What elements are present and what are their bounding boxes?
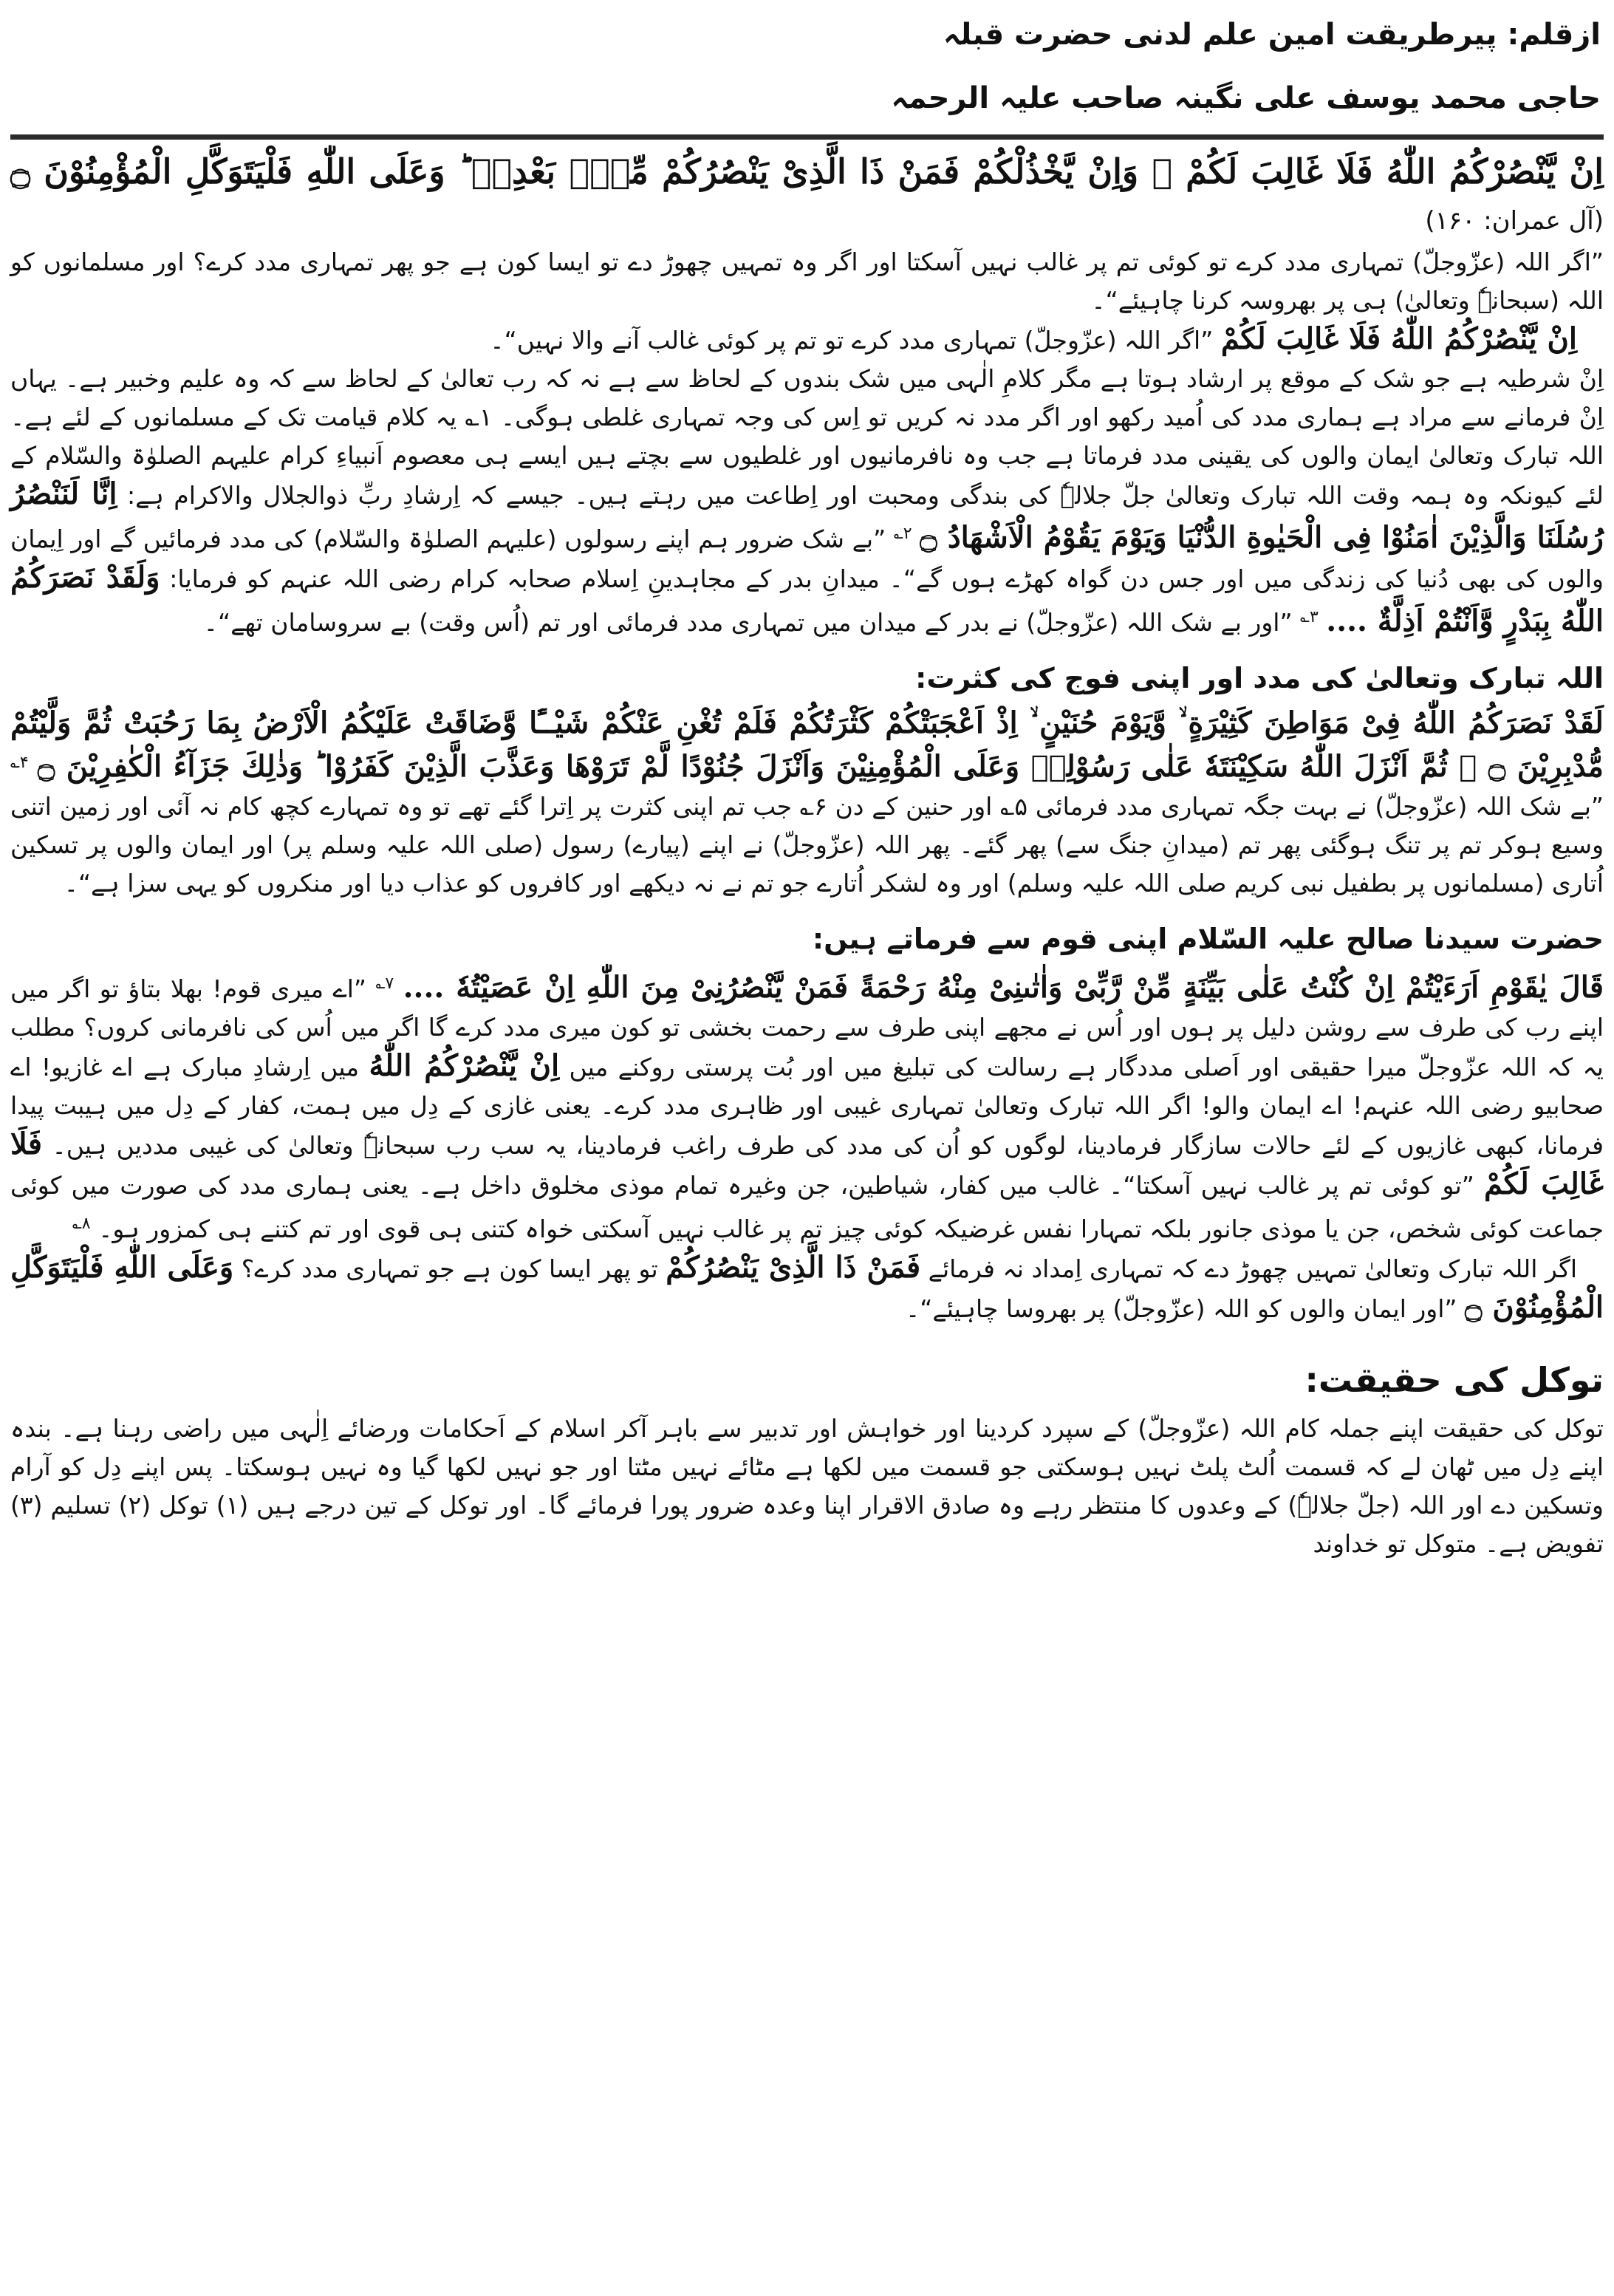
author-byline-line1: ازقلم: پیرطریقت امین علم لدنی حضرت قبلہ <box>943 18 1601 52</box>
section-heading-tawakkul: توکل کی حقیقت: <box>1304 1360 1604 1400</box>
footnote-marker-3: ۳؎ <box>1300 608 1319 626</box>
opening-ayah: اِنْ يَّنْصُرْكُمُ اللّٰهُ فَلَا غَالِبَ لَكُمْ ۚ وَاِنْ يَّخْذُلْكُمْ فَمَنْ ذَا الَّذِىْ يَنْصُرُكُمْ مِّنْۢ بَعْدِهٖ ؕ وَعَلَى اللّٰهِ فَلْيَتَوَكَّلِ الْمُؤْمِنُوْنَ ۝ <box>10 151 1604 191</box>
section-heading-army: اللہ تبارک وتعالیٰ کی مدد اور اپنی فوج کی کثرت: <box>915 662 1604 694</box>
commentary-ghalib: ”تو کوئی تم پر غالب نہیں آسکتا“۔ غالب میں کفار، شیاطین، جن وغیرہ تمام موذی مخلوق داخل ہے۔ یعنی ہماری مدد کی صورت میں کوئی جماعت کوئی شخص، جن یا موذی جانور بلکہ تمہارا نفس غرضیکہ کوئی چیز تم پر غالب نہیں آسکتی خواہ کتنی ہی قوی اور تم کتنے ہی کمزور ہو۔ <box>10 1171 1604 1243</box>
footnote-marker-7: ۷؎ <box>375 974 394 993</box>
ayah-inline-ghalib: فَلَا غَالِبَ لَكُمْ <box>10 1127 1604 1201</box>
quoted-translation: ”اگر اللہ (عزّوجلّ) تمہاری مدد کرے تو تم پر کوئی غالب آنے والا نہیں“۔ <box>490 326 1214 355</box>
abandonment-text: اگر اللہ تبارک وتعالیٰ تمہیں چھوڑ دے کہ تمہاری اِمداد نہ فرمائے <box>928 1254 1577 1283</box>
commentary-text: اِنْ شرطیہ ہے جو شک کے موقع پر ارشاد ہوتا ہے مگر کلامِ الٰہی میں شک بندوں کے لحاظ سے ہے نہ کہ رب تعالیٰ کے لحاظ سے کہ وہ علیم وخبیر ہے۔ یہاں اِنْ فرمانے سے مراد ہے ہماری مدد کی اُمید رکھو اور اگر مدد نہ کریں تو اِس کی وجہ تمہاری غلطی ہوگی۔ ۱؎ یہ کلام قیامت تک کے مسلمانوں کے لئے ہے۔ اللہ تبارک وتعالیٰ ایمان والوں کی یقینی مدد فرماتا ہے جب وہ نافرمانیوں اور غلطیوں سے بچتے ہیں ایسے ہی معصوم اَنبیاءِ کرام علیہم الصلوٰۃ والسّلام کے لئے کیونکہ وہ ہمہ وقت اللہ تبارک وتعالیٰ جلّ جلالہٗ کی بندگی ومحبت اور اِطاعت میں رہتے ہیں۔ جیسے کہ اِرشادِ ربِّ ذوالجلال والاکرام ہے: <box>10 364 1604 510</box>
ayah-reference: (آل عمران: ۱۶۰) <box>1425 206 1604 236</box>
abandonment-paragraph <box>10 1248 1604 1328</box>
section-heading-saleh: حضرت سیدنا صالح علیہ السّلام اپنی قوم سے فرماتے ہیں: <box>812 923 1604 955</box>
ayah-saleh: قَالَ يٰقَوْمِ اَرَءَيْتُمْ اِنْ كُنْتُ عَلٰى بَيِّنَةٍ مِّنْ رَّبِّىْ وَاٰتٰىنِىْ مِنْهُ رَحْمَةً فَمَنْ يَّنْصُرُنِىْ مِنَ اللّٰهِ اِنْ عَصَيْتُهٗ .... <box>403 970 1604 1005</box>
footnote-marker-4: ۴؎ <box>10 754 29 772</box>
ayah-ghafir: اِنَّا لَنَنْصُرُ رُسُلَنَا وَالَّذِيْنَ اٰمَنُوْا فِى الْحَيٰوةِ الدُّنْيَا وَيَوْمَ يَقُوْمُ الْاَشْهَادُ ۝ <box>10 476 1604 555</box>
ayah-inline-faman: فَمَنْ ذَا الَّذِىْ يَنْصُرُكُمْ <box>666 1250 921 1285</box>
ayah-inline-tawakkul: وَعَلَى اللّٰهِ فَلْيَتَوَكَّلِ الْمُؤْمِنُوْنَ ۝ <box>10 1250 1604 1325</box>
footnote-marker-2: ۲؎ <box>893 525 912 543</box>
ayah-badr: وَلَقَدْ نَصَرَكُمُ اللّٰهُ بِبَدْرٍ وَّاَنْتُمْ اَذِلَّةٌ .... <box>10 560 1604 638</box>
translation-saleh: ”اے میری قوم! بھلا بتاؤ تو اگر میں اپنے رب کی طرف سے روشن دلیل پر ہوں اور اُس نے مجھے اپنی طرف سے رحمت بخشی تو کون میری مدد کرے گا اگر میں اُس کی نافرمانی کروں؟ مطلب یہ کہ اللہ عزّوجلّ میرا حقیقی اور اَصلی مددگار ہے رسالت کی تبلیغ میں اور بُت پرستی روکنے میں <box>10 974 1604 1082</box>
tawakkul-paragraph: توکل کی حقیقت اپنے جملہ کام اللہ (عزّوجلّ) کے سپرد کردینا اور خواہش اور تدبیر سے باہر آکر اسلام کے اَحکامات ورضائے اِلٰہی میں راضی رہنا ہے۔ بندہ اپنے دِل میں ٹھان لے کہ قسمت اُلٹ پلٹ نہیں ہوسکتی جو قسمت میں لکھا ہے مٹائے نہیں مٹتا اور جو نہیں لکھا گیا وہ نہیں ہوسکتا۔ پس اپنے دِل کو آرام وتسکین دے اور اللہ (جلّ جلالہٗ) کے وعدوں کا منتظر رہے وہ صادق الاقرار اپنا وعدہ ضرور پورا فرمائے گا۔ اور توکل کے تین درجے ہیں (۱) توکل (۲) تسلیم (۳) تفویض ہے۔ متوکل تو خداوند <box>10 1414 1604 1558</box>
quote-paragraph <box>10 320 1604 360</box>
saleh-paragraph <box>10 965 1604 1248</box>
commentary-paragraph <box>10 360 1604 642</box>
ayah-inline-nasr: اِنْ يَّنْصُرْكُمُ اللّٰهُ <box>369 1048 560 1083</box>
ayah-hunain: لَقَدْ نَصَرَكُمُ اللّٰهُ فِىْ مَوَاطِنَ كَثِيْرَةٍ ۙ وَّيَوْمَ حُنَيْنٍ ۙ اِذْ اَعْجَبَتْكُمْ كَثْرَتُكُمْ فَلَمْ تُغْنِ عَنْكُمْ شَيْــًٔا وَّضَاقَتْ عَلَيْكُمُ الْاَرْضُ بِمَا رَحُبَتْ ثُمَّ وَلَّيْتُمْ مُّدْبِرِيْنَ ۝ ۚ ثُمَّ اَنْزَلَ اللّٰهُ سَكِيْنَتَهٗ عَلٰى رَسُوْلِهٖ وَعَلَى الْمُؤْمِنِيْنَ وَاَنْزَلَ جُنُوْدًا لَّمْ تَرَوْهَا وَعَذَّبَ الَّذِيْنَ كَفَرُوْا ؕ وَذٰلِكَ جَزَآءُ الْكٰفِرِيْنَ ۝ <box>10 705 1604 784</box>
translation-badr: ”اور بے شک اللہ (عزّوجلّ) نے بدر کے میدان میں تمہاری مدد فرمائی اور تم (اُس وقت) بے سروسامان تھے“۔ <box>203 608 1293 637</box>
abandonment-text-2: تو پھر ایسا کون ہے جو تمہاری مدد کرے؟ <box>241 1254 658 1283</box>
translation-ghafir: ”بے شک ضرور ہم اپنے رسولوں (علیہم الصلوٰۃ والسّلام) کی مدد فرمائیں گے اور اِیمان والوں کی بھی دُنیا کی زندگی میں اور جس دن گواہ کھڑے ہوں گے“۔ <box>10 525 1604 593</box>
header-divider <box>10 134 1604 140</box>
hunain-paragraph <box>10 704 1604 903</box>
translation-hunain: ”بے شک اللہ (عزّوجلّ) نے بہت جگہ تمہاری مدد فرمائی ۵؎ اور حنین کے دن ۶؎ جب تم اپنی کثرت پر اِترا گئے تھے تو وہ تمہارے کچھ کام نہ آئی اور زمین اتنی وسیع ہوکر تم پر تنگ ہوگئی پھر تم (میدانِ جنگ سے) پھر گئے۔ پھر اللہ (عزّوجلّ) نے اپنے (پیارے) رسول (صلی اللہ علیہ وسلم پر) اور ایمان والوں پر تسکین اُتاری (مسلمانوں پر بطفیل نبی کریم صلی اللہ علیہ وسلم) اور وہ لشکر اُتارے جو تم نے نہ دیکھے اور کافروں کو عذاب دیا اور منکروں کو یہی سزا ہے“۔ <box>10 792 1604 898</box>
commentary-ghazis: میں اِرشادِ مبارک ہے اے غازیو! اے صحابیو رضی اللہ عنہم! اے ایمان والو! اگر اللہ تبارک وتعالیٰ تمہاری غیبی اور ظاہری مدد کرے۔ یعنی غازی کے دِل میں ہمت، کفار کے دِل میں ہیبت پیدا فرمانا، کبھی غازیوں کے لئے حالات سازگار فرمادینا، لوگوں کو اُن کی مدد کی طرف راغب فرمادینا، یہ سب رب سبحانہٗ وتعالیٰ کی غیبی مددیں ہیں۔ <box>10 1053 1604 1160</box>
badr-intro: میدانِ بدر کے مجاہدینِ اِسلام صحابہ کرام رضی اللہ عنہم کو فرمایا: <box>169 564 880 593</box>
quoted-ayah: اِنْ يَّنْصُرْكُمُ اللّٰهُ فَلَا غَالِبَ لَكُمْ <box>1220 321 1577 356</box>
opening-translation: ”اگر اللہ (عزّوجلّ) تمہاری مدد کرے تو کوئی تم پر غالب نہیں آسکتا اور اگر وہ تمہیں چھوڑ دے تو ایسا کون ہے جو پھر تمہاری مدد کرے؟ اور مسلمانوں کو اللہ (سبحانہٗ وتعالیٰ) ہی پر بھروسہ کرنا چاہیئے“۔ <box>10 247 1604 315</box>
author-byline-line2: حاجی محمد یوسف علی نگینہ صاحب علیہ الرحمہ <box>891 81 1601 115</box>
footnote-marker-8: ۸؎ <box>72 1214 91 1233</box>
translation-tawakkul: ”اور ایمان والوں کو اللہ (عزّوجلّ) پر بھروسا چاہیئے“۔ <box>905 1294 1457 1323</box>
